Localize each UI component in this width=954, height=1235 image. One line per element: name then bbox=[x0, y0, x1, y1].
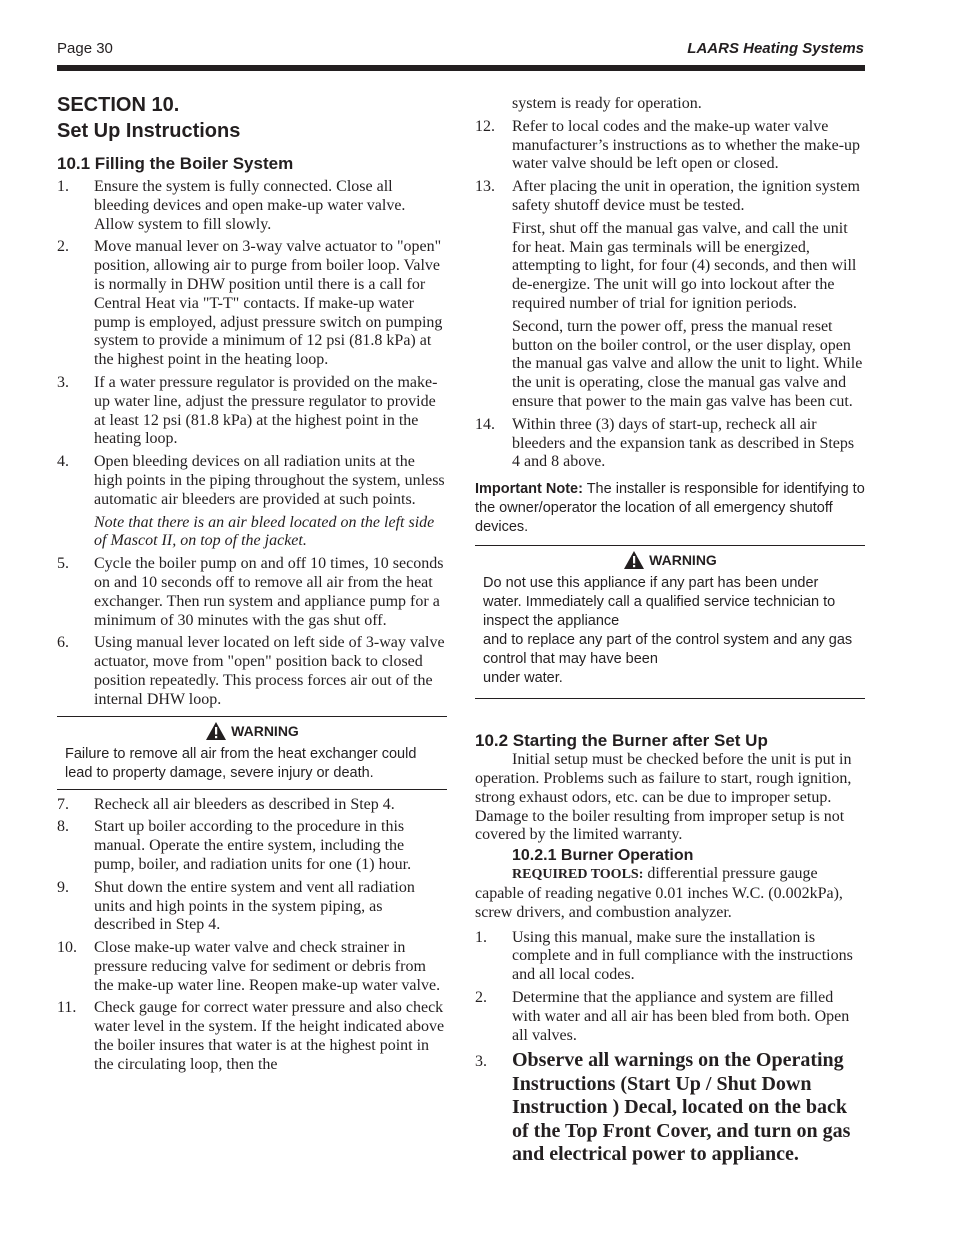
item-text: Using manual lever located on left side of 3-way valve actuator, move from "open" position back to closed position repeatedly. This process forces air out of the internal DHW loop. bbox=[94, 634, 445, 708]
subsection-title-10-1: 10.1 Filling the Boiler System bbox=[57, 154, 294, 173]
section-heading bbox=[57, 92, 447, 144]
item-number: 4. bbox=[57, 453, 69, 471]
list-item bbox=[475, 178, 865, 412]
item-text: Shut down the entire system and vent all radiation units and high points in the system piping, as described in Step 4. bbox=[94, 878, 415, 934]
tools-text: differential pressure gauge capable of reading negative 0.01 inches W.C. (0.002kPa), screw drivers, and combustion analyzer. bbox=[475, 865, 843, 921]
important-label: Important Note: bbox=[475, 481, 583, 498]
item-paragraph: Second, turn the power off, press the manual reset button on the boiler control, or the user display, open the manual gas valve and allow the unit to light. While the unit is operating, close the manual gas valve and ensure that power to the main gas valve has been cut. bbox=[512, 317, 863, 410]
item-text: Ensure the system is fully connected. Close all bleeding devices and open make-up water valve. Allow system to fill slowly. bbox=[94, 178, 406, 233]
list-item bbox=[475, 1049, 865, 1167]
item-text: After placing the unit in operation, the ignition system safety shutoff device must be tested. bbox=[512, 178, 860, 214]
left-column bbox=[57, 92, 447, 1079]
item-number: 9. bbox=[57, 878, 69, 896]
section-number: SECTION 10. bbox=[57, 94, 180, 116]
item-text: Within three (3) days of start-up, recheck all air bleeders and the expansion tank as described in Steps 4 and 8 above. bbox=[512, 415, 855, 471]
item-number: 14. bbox=[475, 415, 495, 433]
list-item bbox=[475, 989, 865, 1045]
item-number: 3. bbox=[475, 1053, 487, 1071]
item-note: Note that there is an air bleed located on the left side of Mascot II, on top of the jacket. bbox=[94, 513, 435, 550]
list-item bbox=[475, 416, 865, 472]
warning-label: WARNING bbox=[649, 552, 717, 569]
item-text: Check gauge for correct water pressure and also check water level in the system. If the height indicated above the boiler insures that water is at the highest point in the circulating loop, then the bbox=[94, 999, 445, 1073]
right-column bbox=[475, 95, 865, 1171]
item-number: 3. bbox=[57, 373, 69, 391]
item-number: 8. bbox=[57, 818, 69, 836]
list-item bbox=[475, 118, 865, 174]
item-text: Determine that the appliance and system are filled with water and all air has been bled from both. Open all valves. bbox=[512, 988, 850, 1044]
list-item bbox=[57, 999, 447, 1074]
item-text: If a water pressure regulator is provided on the make-up water line, adjust the pressure regulator to provide at least 12 psi (81.8 kPa) at the highest point in the heating loop. bbox=[94, 373, 438, 448]
tools-label: REQUIRED TOOLS: bbox=[512, 867, 644, 883]
item-number: 1. bbox=[57, 178, 69, 195]
list-item bbox=[57, 238, 447, 370]
item-text: Observe all warnings on the Operating Instructions (Start Up / Shut Down Instruction ) Decal, located on the back of the Top Front Cover, and turn on gas and electrical power to appliance. bbox=[512, 1049, 851, 1166]
item-text: Refer to local codes and the make-up water valve manufacturer’s instructions as to whether the make-up water valve should be left open or closed. bbox=[512, 117, 861, 173]
intro-paragraph: Initial setup must be checked before the unit is put in operation. Problems such as failure to start, rough ignition, strong exhaust odors, etc. can be due to improper setup. Damage to the boiler resulting from improper setup is not covered by the limited warranty. bbox=[475, 751, 852, 844]
item-text: Start up boiler according to the procedure in this manual. Operate the entire system, including the pump, boiler, and radiation units for one (1) hour. bbox=[94, 818, 412, 873]
list-item bbox=[57, 555, 447, 630]
required-tools bbox=[475, 865, 865, 922]
subsection-title-10-2: 10.2 Starting the Burner after Set Up bbox=[475, 731, 768, 751]
item-text: Cycle the boiler pump on and off 10 times, 10 seconds on and 10 seconds off to remove all air from the heat exchanger. Then run system and appliance pump for a minimum of 30 minutes with the gas shut off. bbox=[94, 555, 444, 629]
important-text: The installer is responsible for identifying to the owner/operator the location of all emergency shutoff devices. bbox=[475, 481, 865, 536]
page-number: Page 30 bbox=[57, 40, 113, 57]
item-text: Close make-up water valve and check strainer in pressure reducing valve for sediment or debris from the make-up water line. Reopen make-up water valve. bbox=[94, 939, 441, 994]
item-text: Recheck all air bleeders as described in Step 4. bbox=[94, 795, 395, 813]
warning-label: WARNING bbox=[231, 722, 299, 739]
section-title: Set Up Instructions bbox=[57, 120, 241, 142]
list-item bbox=[57, 796, 447, 815]
list-item bbox=[475, 929, 865, 985]
warning-text: Do not use this appliance if any part has been under water. Immediately call a qualified service technician to inspect the appliance bbox=[483, 575, 836, 630]
warning-text: under water. bbox=[483, 670, 563, 687]
list-item bbox=[57, 818, 447, 874]
list-item bbox=[57, 879, 447, 935]
item-text: Open bleeding devices on all radiation units at the high points in the piping throughout the system, unless automatic air bleeders are provided at such points. bbox=[94, 453, 445, 508]
item-text: Move manual lever on 3-way valve actuator to "open" position, allowing air to purge from boiler loop. Valve is normally in DHW position until there is a call for Central Heat via "T-T" contacts. If make-up water pump is employed, adjust pressure switch on pumping system to provide a minimum of 12 psi (81.8 kPa) at the highest point in the heating loop. bbox=[94, 238, 443, 369]
warning-text: and to replace any part of the control system and any gas control that may have been bbox=[483, 632, 853, 668]
list-item bbox=[57, 939, 447, 995]
item-number: 12. bbox=[475, 117, 495, 135]
list-item bbox=[57, 634, 447, 709]
list-item bbox=[57, 178, 447, 234]
continued-text: system is ready for operation. bbox=[512, 95, 702, 112]
important-note bbox=[475, 480, 865, 537]
item-number: 13. bbox=[475, 178, 495, 196]
brand-title: LAARS Heating Systems bbox=[687, 40, 864, 57]
warning-icon bbox=[205, 721, 227, 741]
item-number: 10. bbox=[57, 939, 77, 957]
item-paragraph: First, shut off the manual gas valve, and call the unit for heat. Main gas terminals will be energized, attempting to light, for four (4) seconds, and then will de-energize. The unit will go into lockout after the required number of trial for ignition periods. bbox=[512, 219, 857, 312]
warning-box-air bbox=[57, 716, 447, 790]
item-number: 2. bbox=[475, 988, 487, 1006]
header-rule bbox=[57, 65, 865, 71]
warning-icon bbox=[623, 550, 645, 570]
item-number: 7. bbox=[57, 795, 69, 813]
warning-box-water bbox=[475, 545, 865, 699]
list-item bbox=[57, 453, 447, 551]
list-item bbox=[57, 374, 447, 449]
subsubsection-title: 10.2.1 Burner Operation bbox=[512, 847, 694, 865]
item-number: 2. bbox=[57, 238, 69, 256]
warning-text: Failure to remove all air from the heat exchanger could lead to property damage, severe injury or death. bbox=[65, 745, 417, 781]
item-text: Using this manual, make sure the installation is complete and in full compliance with the instructions and all local codes. bbox=[512, 928, 853, 984]
item-number: 11. bbox=[57, 999, 77, 1017]
item-number: 5. bbox=[57, 555, 69, 573]
item-number: 1. bbox=[475, 928, 487, 946]
item-number: 6. bbox=[57, 634, 69, 652]
